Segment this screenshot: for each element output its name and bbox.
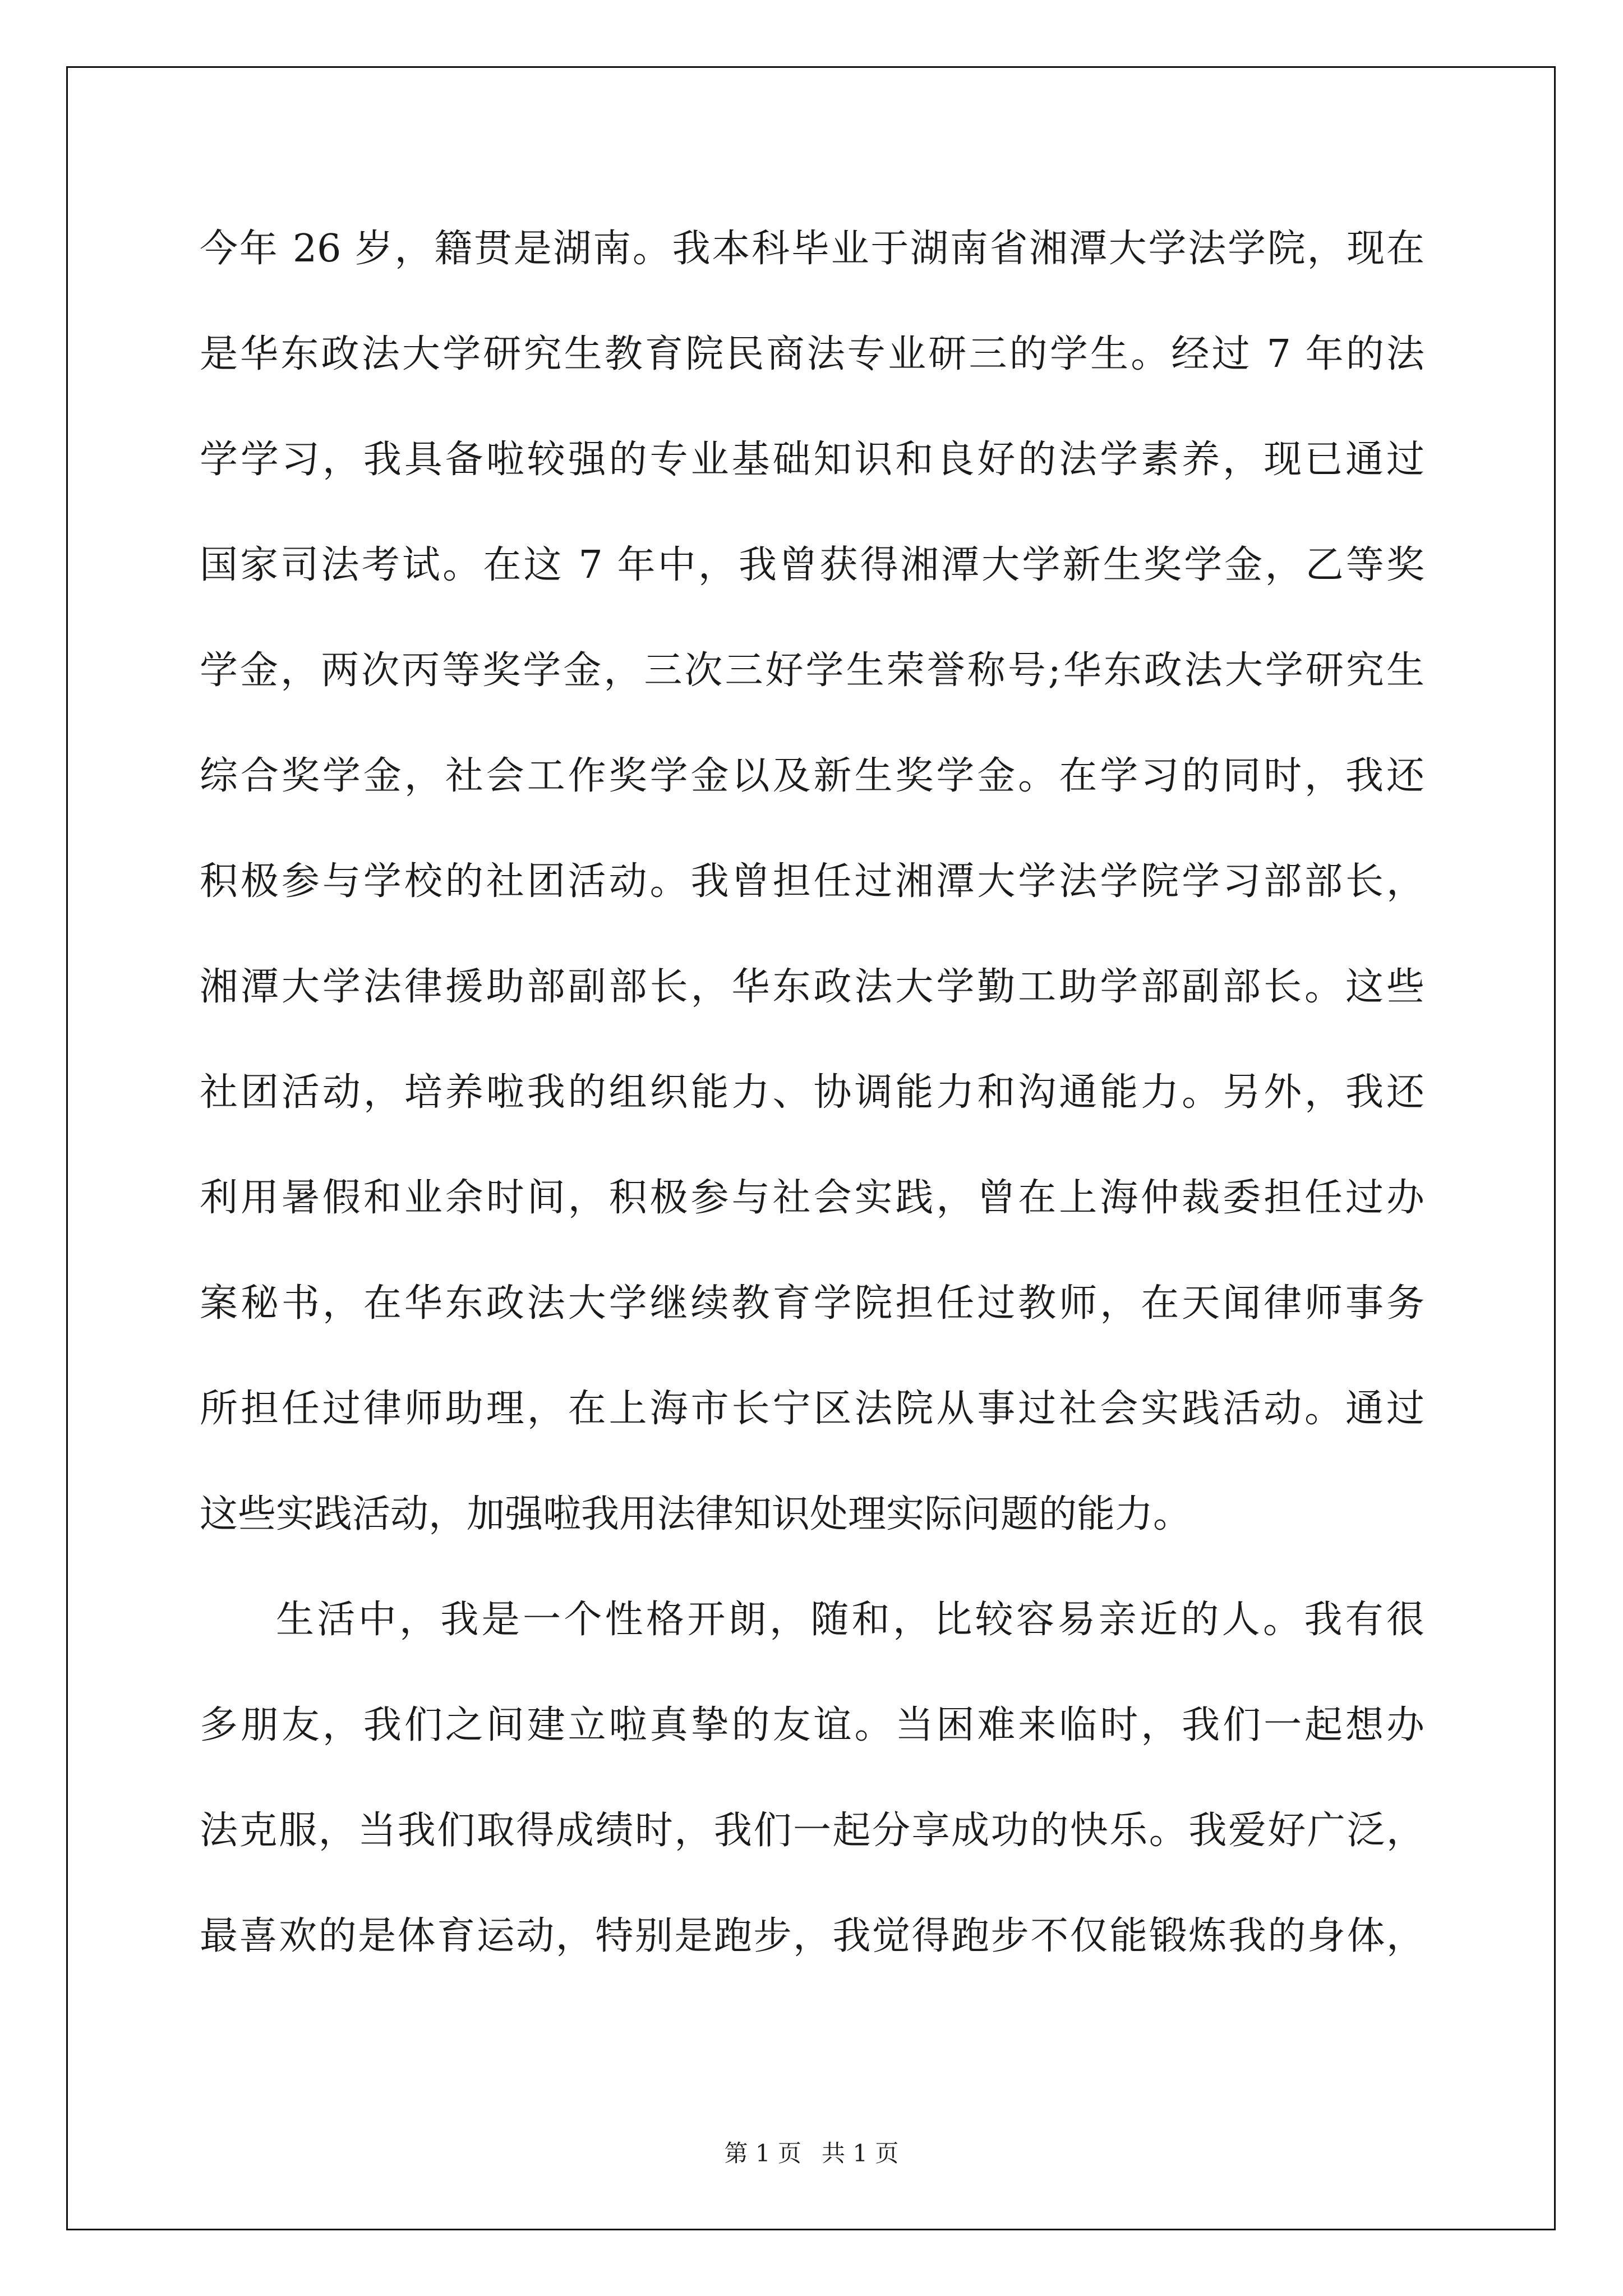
text-line: 法克服，当我们取得成绩时，我们一起分享成功的快乐。我爱好广泛， bbox=[200, 1809, 1424, 1853]
text-line: 今年 26 岁，籍贯是湖南。我本科毕业于湖南省湘潭大学法学院，现在 bbox=[200, 227, 1424, 271]
text-line: 所担任过律师助理，在上海市长宁区法院从事过社会实践活动。通过 bbox=[200, 1387, 1424, 1431]
text-line: 是华东政法大学研究生教育院民商法专业研三的学生。经过 7 年的法 bbox=[200, 332, 1424, 376]
page-footer bbox=[0, 2135, 1623, 2169]
page-number: 第 1 页 bbox=[724, 2139, 801, 2167]
text-line: 社团活动，培养啦我的组织能力、协调能力和沟通能力。另外，我还 bbox=[200, 1070, 1424, 1115]
text-line: 生活中，我是一个性格开朗，随和，比较容易亲近的人。我有很 bbox=[276, 1598, 1424, 1642]
document-body bbox=[200, 215, 1424, 2008]
text-line: 这些实践活动，加强啦我用法律知识处理实际问题的能力。 bbox=[200, 1492, 1192, 1536]
text-line: 湘潭大学法律援助部副部长，华东政法大学勤工助学部副部长。这些 bbox=[200, 965, 1424, 1009]
text-line: 学金，两次丙等奖学金，三次三好学生荣誉称号;华东政法大学研究生 bbox=[200, 648, 1424, 693]
page-total: 共 1 页 bbox=[822, 2139, 899, 2167]
text-line: 国家司法考试。在这 7 年中，我曾获得湘潭大学新生奖学金，乙等奖 bbox=[200, 543, 1424, 587]
text-line: 积极参与学校的社团活动。我曾担任过湘潭大学法学院学习部部长， bbox=[200, 859, 1424, 904]
text-line: 案秘书，在华东政法大学继续教育学院担任过教师，在天闻律师事务 bbox=[200, 1281, 1424, 1326]
text-line: 利用暑假和业余时间，积极参与社会实践，曾在上海仲裁委担任过办 bbox=[200, 1176, 1424, 1220]
text-line: 多朋友，我们之间建立啦真挚的友谊。当困难来临时，我们一起想办 bbox=[200, 1703, 1424, 1747]
text-line: 最喜欢的是体育运动，特别是跑步，我觉得跑步不仅能锻炼我的身体， bbox=[200, 1914, 1424, 1958]
text-line: 综合奖学金，社会工作奖学金以及新生奖学金。在学习的同时，我还 bbox=[200, 754, 1424, 798]
text-line: 学学习，我具备啦较强的专业基础知识和良好的法学素养，现已通过 bbox=[200, 438, 1424, 482]
